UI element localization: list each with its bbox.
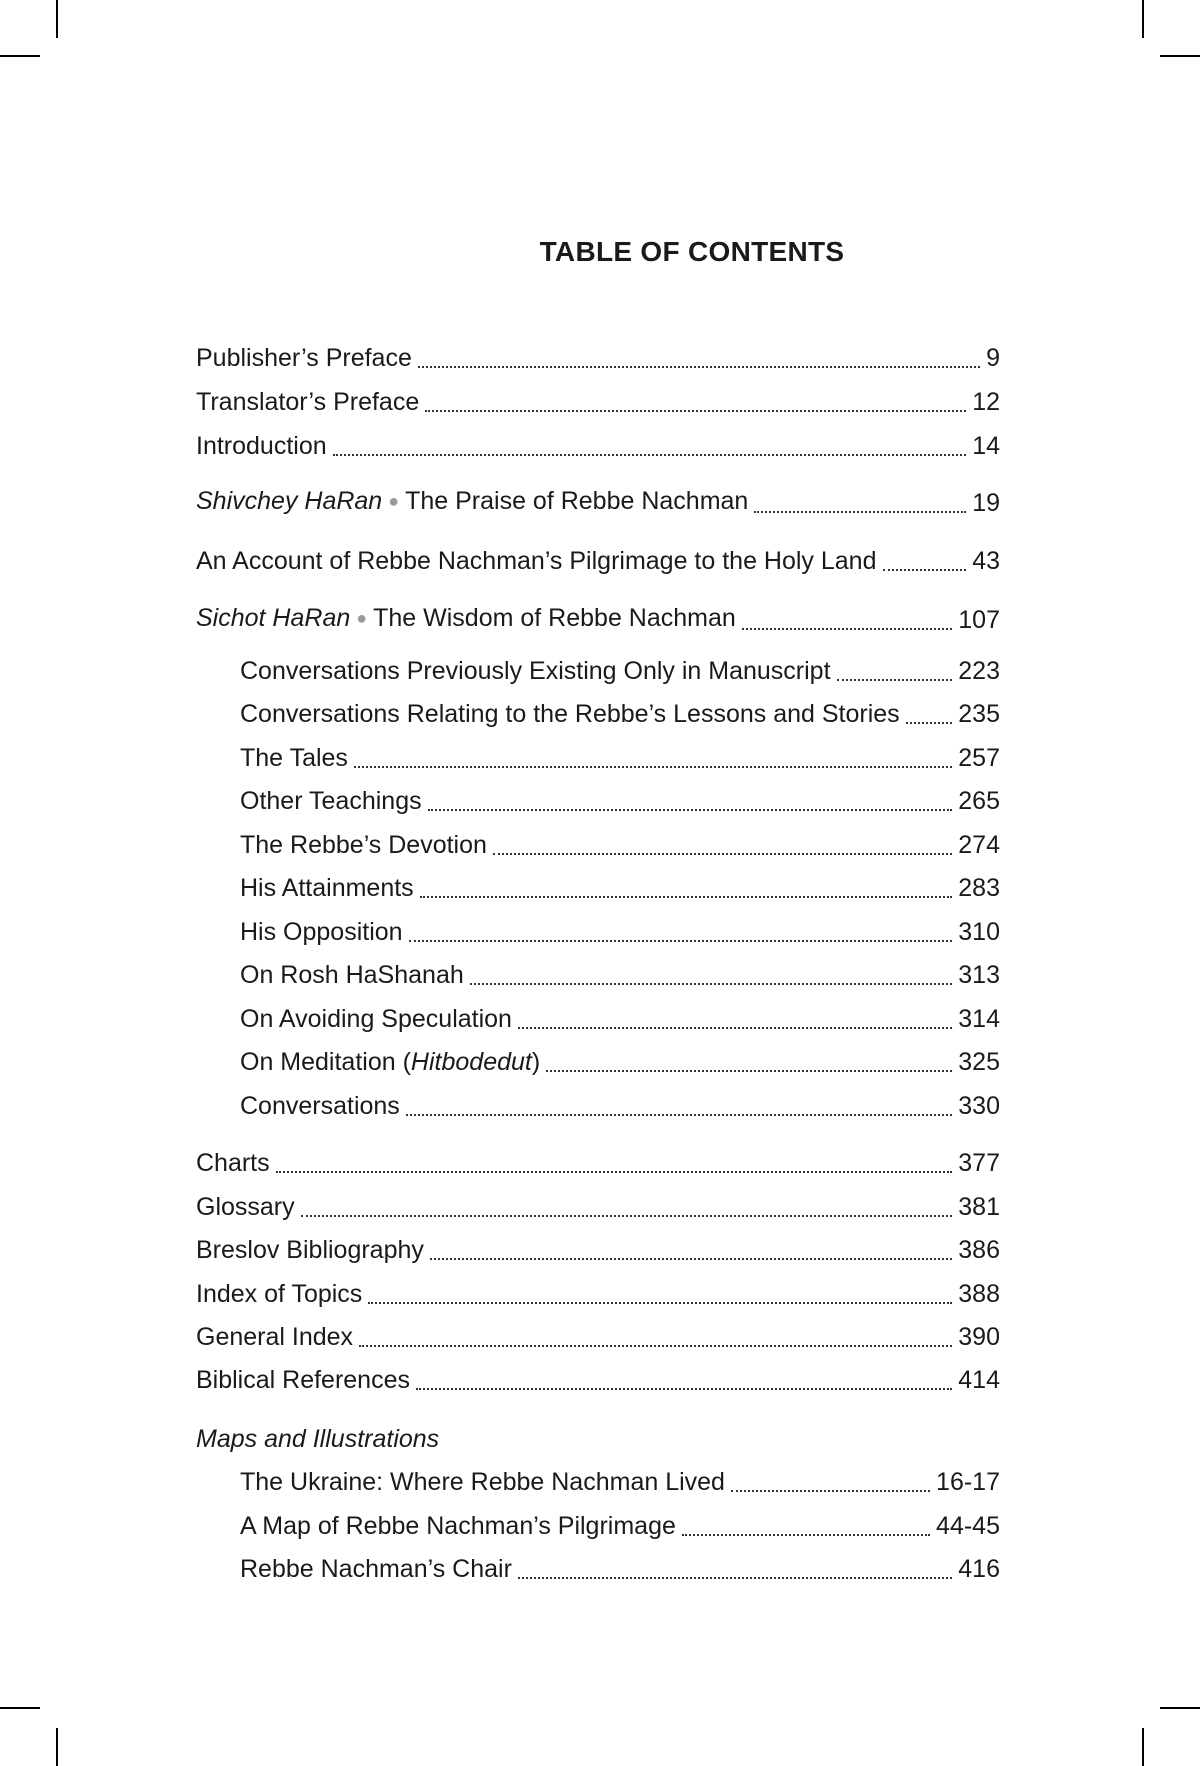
entry-label: On Avoiding Speculation	[240, 1005, 512, 1033]
toc-sub-entry	[240, 783, 1000, 819]
dot-leader	[333, 454, 967, 456]
crop-mark	[1142, 0, 1144, 38]
crop-mark	[0, 1707, 40, 1709]
dot-leader	[518, 1577, 952, 1579]
dot-leader	[754, 511, 966, 513]
toc-entry	[196, 543, 1000, 579]
entry-page: 314	[958, 1005, 1000, 1033]
dot-leader	[430, 1258, 952, 1260]
entry-label: A Map of Rebbe Nachman’s Pilgrimage	[240, 1512, 676, 1540]
entry-label: Other Teachings	[240, 787, 422, 815]
crop-mark	[56, 1728, 58, 1766]
toc-entry	[196, 428, 1000, 464]
crop-mark	[1160, 55, 1200, 57]
dot-leader	[906, 722, 953, 724]
section-heading: Maps and Illustrations	[196, 1425, 440, 1453]
crop-mark	[1160, 1707, 1200, 1709]
entry-page: 12	[972, 388, 1000, 416]
toc-sub-entry	[240, 914, 1000, 950]
dot-leader	[428, 809, 953, 811]
toc-entry	[196, 1189, 1000, 1225]
entry-label: Conversations Previously Existing Only in Manuscript	[240, 657, 831, 685]
entry-label: The Ukraine: Where Rebbe Nachman Lived	[240, 1468, 725, 1496]
page-title: TABLE OF CONTENTS	[539, 236, 845, 267]
dot-leader	[368, 1302, 952, 1304]
entry-page: 235	[958, 700, 1000, 728]
entry-label: Glossary	[196, 1193, 295, 1221]
entry-label-text: The Wisdom of Rebbe Nachman	[373, 604, 736, 632]
toc-sub-entry	[240, 1508, 1000, 1544]
dot-leader	[470, 983, 953, 985]
entry-label	[196, 483, 748, 521]
entry-page: 330	[958, 1092, 1000, 1120]
entry-page: 9	[986, 344, 1000, 372]
dot-leader	[406, 1114, 952, 1116]
toc-sub-entry	[240, 870, 1000, 906]
toc-entry	[196, 602, 1000, 638]
dot-leader	[301, 1215, 953, 1217]
entry-page: 381	[958, 1193, 1000, 1221]
toc-sub-entry	[240, 1001, 1000, 1037]
entry-label-text: The Praise of Rebbe Nachman	[405, 487, 749, 515]
entry-label-italic: Shivchey HaRan	[196, 487, 383, 515]
entry-label-text: )	[531, 1048, 541, 1076]
entry-page: 313	[958, 961, 1000, 989]
dot-leader	[731, 1490, 930, 1492]
bullet-icon: ●	[356, 608, 368, 628]
entry-page: 16-17	[936, 1468, 1000, 1496]
entry-page: 325	[958, 1048, 1000, 1076]
toc-sub-entry	[240, 653, 1000, 689]
toc-entry	[196, 1319, 1000, 1355]
dot-leader	[546, 1070, 952, 1072]
toc-entry	[196, 1362, 1000, 1398]
entry-label	[240, 1044, 540, 1080]
toc-sub-entry	[240, 957, 1000, 993]
entry-label: Introduction	[196, 432, 327, 460]
dot-leader	[354, 766, 952, 768]
dot-leader	[682, 1534, 930, 1536]
entry-page: 107	[958, 606, 1000, 634]
entry-page: 283	[958, 874, 1000, 902]
toc-sub-entry	[240, 1464, 1000, 1500]
entry-label-italic: Hitbodedut	[410, 1048, 532, 1076]
entry-page: 414	[958, 1366, 1000, 1394]
entry-label: Publisher’s Preface	[196, 344, 412, 372]
toc-entry	[196, 1276, 1000, 1312]
toc-sub-entry	[240, 827, 1000, 863]
entry-label: Translator’s Preface	[196, 388, 420, 416]
dot-leader	[518, 1027, 952, 1029]
toc-entry	[196, 1232, 1000, 1268]
entry-page: 257	[958, 744, 1000, 772]
entry-page: 274	[958, 831, 1000, 859]
entry-label: His Attainments	[240, 874, 414, 902]
dot-leader	[359, 1345, 952, 1347]
toc-sub-entry	[240, 696, 1000, 732]
crop-mark	[56, 0, 58, 38]
entry-label: The Rebbe’s Devotion	[240, 831, 487, 859]
dot-leader	[409, 940, 953, 942]
toc-entry	[196, 485, 1000, 521]
entry-label: Breslov Bibliography	[196, 1236, 424, 1264]
dot-leader	[742, 628, 952, 630]
crop-mark	[1142, 1728, 1144, 1766]
toc-sub-entry	[240, 1044, 1000, 1080]
entry-label: Biblical References	[196, 1366, 410, 1394]
entry-label: Conversations	[240, 1092, 400, 1120]
entry-page: 19	[972, 489, 1000, 517]
dot-leader	[276, 1171, 953, 1173]
toc-sub-entry	[240, 1551, 1000, 1587]
dot-leader	[837, 679, 953, 681]
maps-heading	[196, 1421, 1000, 1457]
entry-label: On Rosh HaShanah	[240, 961, 464, 989]
dot-leader	[493, 853, 952, 855]
dot-leader	[420, 896, 953, 898]
entry-label: His Opposition	[240, 918, 403, 946]
entry-page: 388	[958, 1280, 1000, 1308]
entry-label: Charts	[196, 1149, 270, 1177]
entry-page: 14	[972, 432, 1000, 460]
entry-page: 386	[958, 1236, 1000, 1264]
toc-entry	[196, 340, 1000, 376]
entry-page: 377	[958, 1149, 1000, 1177]
entry-label-text: On Meditation (	[240, 1048, 411, 1076]
dot-leader	[418, 366, 980, 368]
entry-page: 390	[958, 1323, 1000, 1351]
dot-leader	[416, 1388, 952, 1390]
entry-page: 265	[958, 787, 1000, 815]
entry-label	[196, 600, 736, 638]
entry-page: 223	[958, 657, 1000, 685]
entry-label: Index of Topics	[196, 1280, 363, 1308]
toc-entry	[196, 384, 1000, 420]
toc-sub-entry	[240, 1088, 1000, 1124]
entry-page: 44-45	[936, 1512, 1000, 1540]
bullet-icon: ●	[388, 491, 400, 511]
entry-page: 43	[972, 547, 1000, 575]
crop-mark	[0, 55, 40, 57]
dot-leader	[883, 569, 967, 571]
entry-label: Conversations Relating to the Rebbe’s Lessons and Stories	[240, 700, 900, 728]
toc-entry	[196, 1145, 1000, 1181]
entry-label: Rebbe Nachman’s Chair	[240, 1555, 512, 1583]
entry-label: An Account of Rebbe Nachman’s Pilgrimage to the Holy Land	[196, 547, 877, 575]
entry-page: 310	[958, 918, 1000, 946]
entry-label: The Tales	[240, 744, 348, 772]
toc-sub-entry	[240, 740, 1000, 776]
entry-label-italic: Sichot HaRan	[196, 604, 351, 632]
dot-leader	[425, 410, 966, 412]
entry-label: General Index	[196, 1323, 354, 1351]
entry-page: 416	[958, 1555, 1000, 1583]
